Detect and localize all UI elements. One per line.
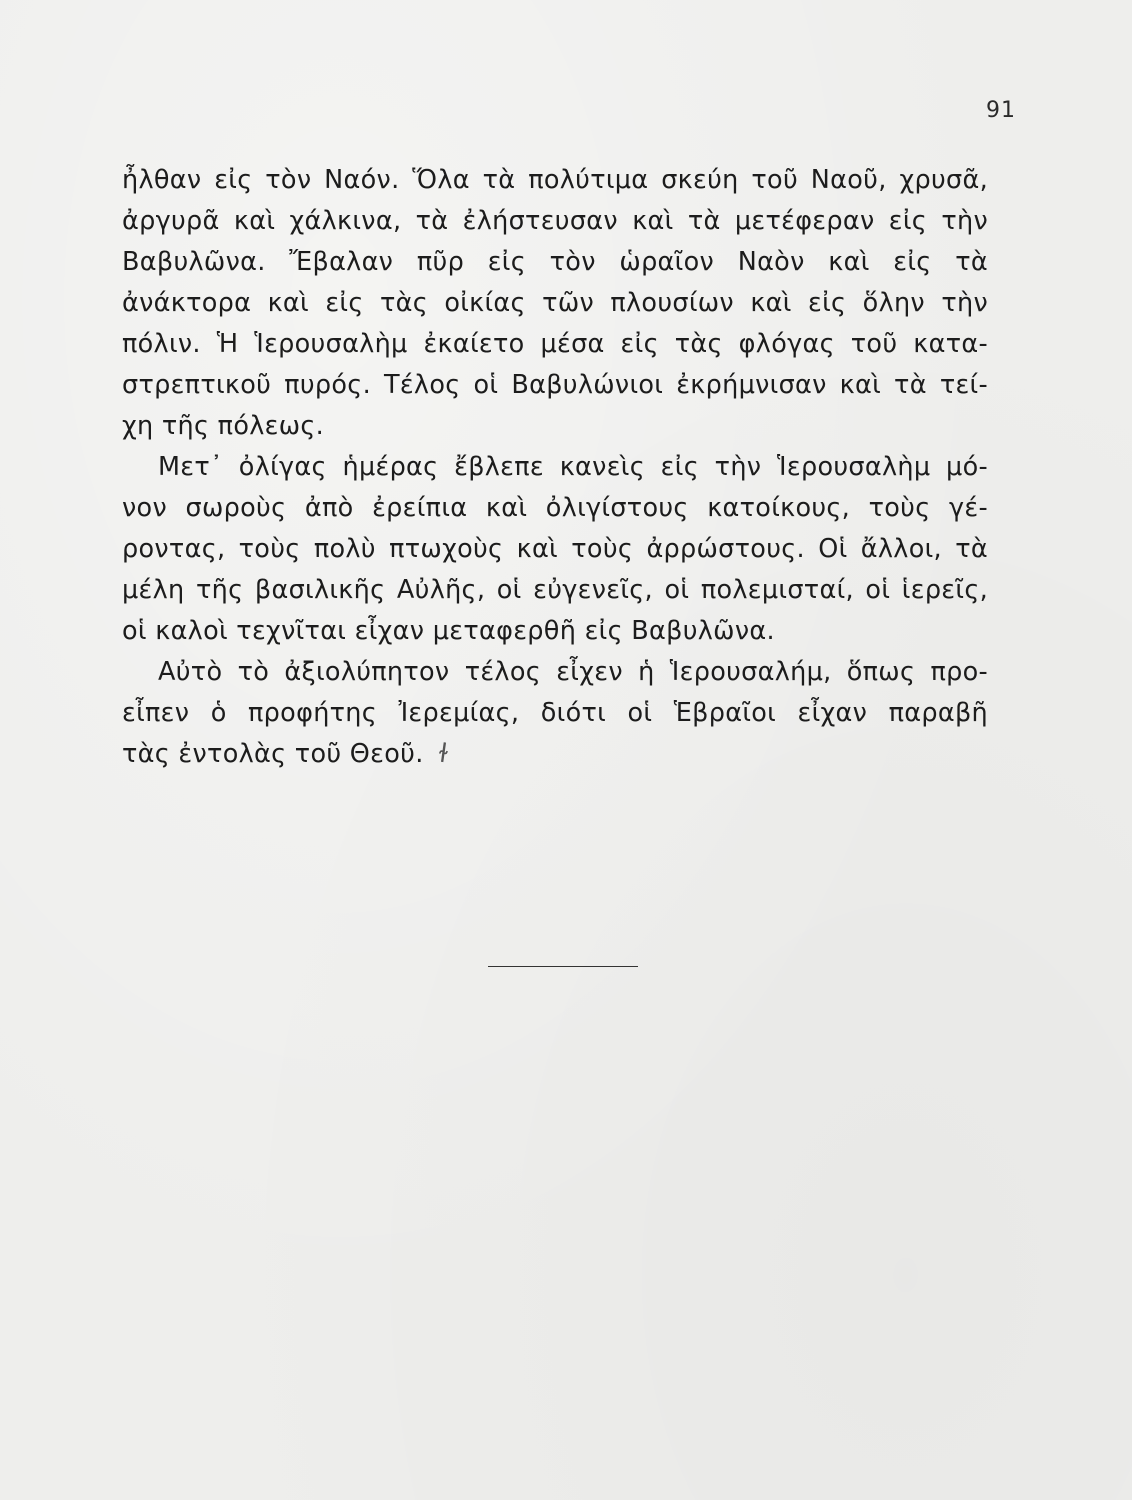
text-line: στρεπτικοῦ πυρός. Τέλος οἱ Βαβυλώνιοι ἐκρήμνισαν καὶ τὰ τεί- (122, 370, 988, 400)
text-line: πόλιν. Ἡ Ἱερουσαλὴμ ἐκαίετο μέσα εἰς τὰς φλόγας τοῦ κατα- (122, 329, 988, 359)
section-divider (488, 966, 638, 967)
last-text-line (122, 734, 988, 775)
pencil-mark: ɫ (435, 738, 451, 770)
body-text (122, 160, 988, 775)
text-line: Μετ᾿ ὀλίγας ἡμέρας ἔβλεπε κανεὶς εἰς τὴν Ἱερουσαλὴμ μό- (158, 452, 988, 482)
text-line: νον σωροὺς ἀπὸ ἐρείπια καὶ ὀλιγίστους κατοίκους, τοὺς γέ- (122, 493, 988, 523)
text-line: Αὐτὸ τὸ ἀξιολύπητον τέλος εἶχεν ἡ Ἱερουσαλήμ, ὅπως προ- (158, 657, 988, 687)
text-line: ροντας, τοὺς πολὺ πτωχοὺς καὶ τοὺς ἀρρώστους. Οἱ ἄλλοι, τὰ (122, 534, 988, 564)
page-number: 91 (986, 98, 1016, 123)
paragraph-1 (122, 160, 988, 447)
text-line: χη τῆς πόλεως. (122, 411, 325, 441)
text-line: οἱ καλοὶ τεχνῖται εἶχαν μεταφερθῆ εἰς Βαβυλῶνα. (122, 616, 775, 646)
paragraph-2 (122, 447, 988, 652)
text-line: εἶπεν ὁ προφήτης Ἰερεμίας, διότι οἱ Ἑβραῖοι εἶχαν παραβῆ (122, 698, 988, 728)
text-line: μέλη τῆς βασιλικῆς Αὐλῆς, οἱ εὐγενεῖς, οἱ πολεμισταί, οἱ ἱερεῖς, (122, 575, 988, 605)
text-line: ἦλθαν εἰς τὸν Ναόν. Ὅλα τὰ πολύτιμα σκεύη τοῦ Ναοῦ, χρυσᾶ, (122, 165, 988, 195)
text-line-content: τὰς ἐντολὰς τοῦ Θεοῦ. (122, 739, 424, 769)
text-line: ἀργυρᾶ καὶ χάλκινα, τὰ ἐλήστευσαν καὶ τὰ μετέφεραν εἰς τὴν (122, 206, 988, 236)
text-line: ἀνάκτορα καὶ εἰς τὰς οἰκίας τῶν πλουσίων καὶ εἰς ὅλην τὴν (122, 288, 988, 318)
text-line: Βαβυλῶνα. Ἔβαλαν πῦρ εἰς τὸν ὡραῖον Ναὸν καὶ εἰς τὰ (122, 247, 988, 277)
paragraph-3 (122, 652, 988, 775)
